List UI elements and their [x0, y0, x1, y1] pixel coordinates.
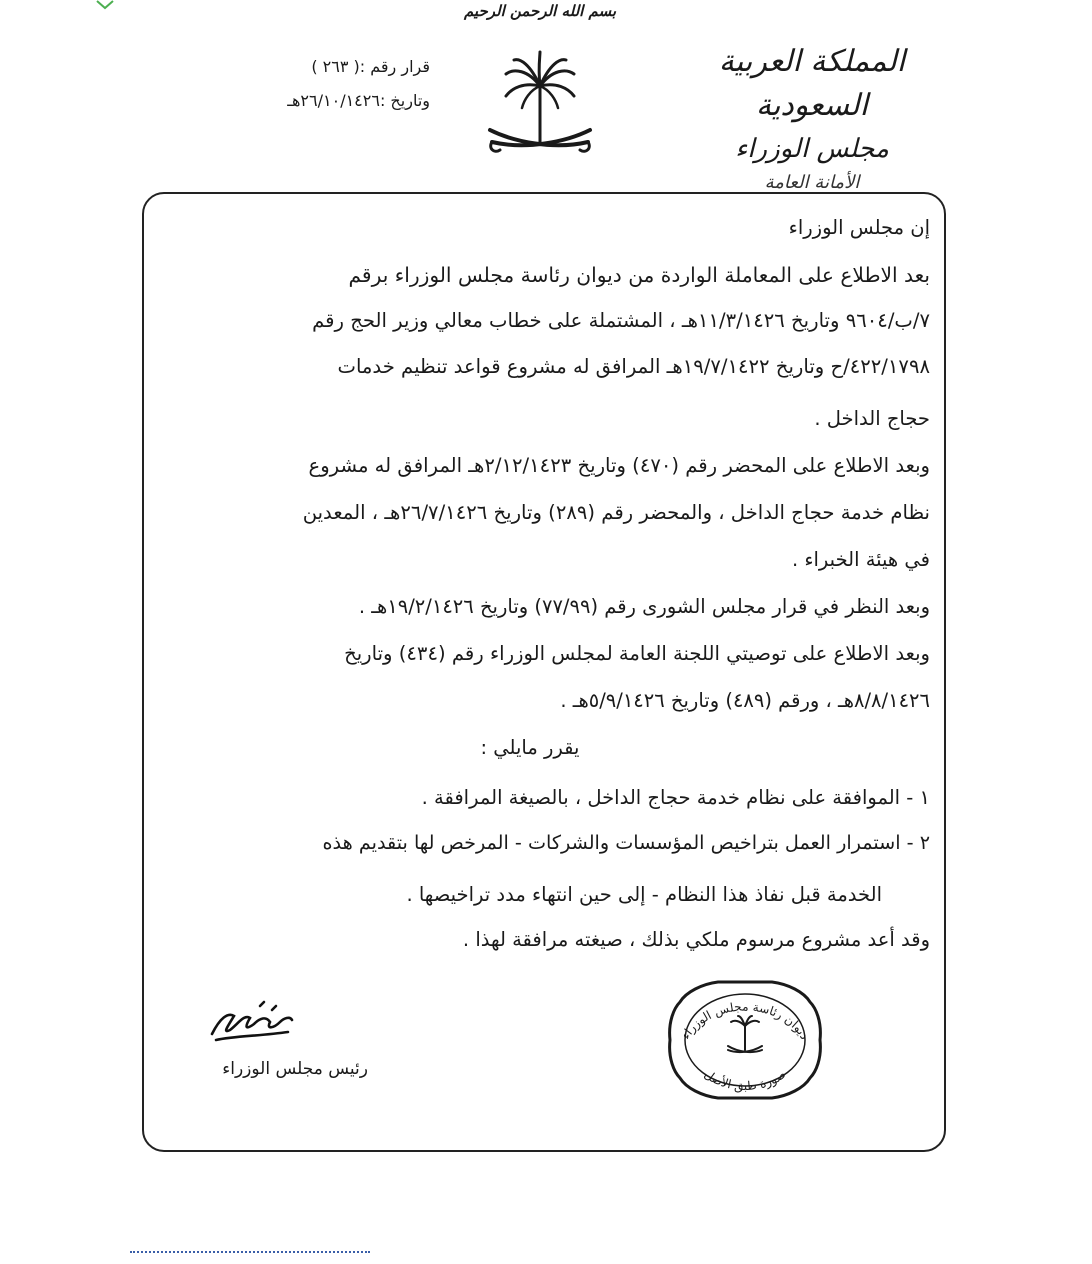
- resolution-item-2-continued: الخدمة قبل نفاذ هذا النظام - إلى حين انتهاء مدد تراخيصها .: [406, 883, 882, 906]
- seal-emblem-icon: [728, 1016, 762, 1052]
- letterhead-kingdom: [662, 40, 962, 198]
- footer-divider: [130, 1251, 370, 1257]
- resolution-item-2: ٢ - استمرار العمل بتراخيص المؤسسات والشركات - المرخص لها بتقديم هذه: [322, 831, 930, 854]
- decision-number: قرار رقم :( ٢٦٣ ): [311, 57, 430, 76]
- svg-text:صورة طبق الأصل: [702, 1067, 789, 1094]
- palm-swords-emblem-icon: [484, 50, 596, 162]
- body-line: ٤٢٢/١٧٩٨/ح وتاريخ ١٩/٧/١٤٢٢هـ المرافق له مشروع قواعد تنظيم خدمات: [337, 355, 930, 378]
- body-line: ٧/ب/٩٦٠٤ وتاريخ ١١/٣/١٤٢٦هـ ، المشتملة على خطاب معالي وزير الحج رقم: [312, 309, 930, 332]
- body-line: بعد الاطلاع على المعاملة الواردة من ديوان رئاسة مجلس الوزراء برقم: [348, 263, 930, 287]
- basmala: بسم الله الرحمن الرحيم: [463, 2, 617, 20]
- body-line: وبعد الاطلاع على المحضر رقم (٤٧٠) وتاريخ ٢/١٢/١٤٢٣هـ المرافق له مشروع: [308, 454, 930, 477]
- handwritten-signature: [200, 1000, 300, 1050]
- body-line: في هيئة الخبراء .: [791, 548, 930, 571]
- decision-reference: [170, 50, 430, 118]
- resolution-heading: يقرر مايلي :: [480, 736, 580, 759]
- body-line: وبعد النظر في قرار مجلس الشورى رقم (٧٧/٩٩) وتاريخ ١٩/٢/١٤٢٦هـ .: [358, 595, 930, 618]
- council-name: مجلس الوزراء: [735, 134, 889, 164]
- body-line: ٨/٨/١٤٢٦هـ ، ورقم (٤٨٩) وتاريخ ٥/٩/١٤٢٦هـ .: [560, 689, 930, 712]
- decision-date: وتاريخ :٢٦/١٠/١٤٢٦هـ: [287, 91, 430, 110]
- body-line: وبعد الاطلاع على توصيتي اللجنة العامة لمجلس الوزراء رقم (٤٣٤) وتاريخ: [344, 642, 930, 665]
- closing-line: وقد أعد مشروع مرسوم ملكي بذلك ، صيغته مرافقة لهذا .: [462, 928, 930, 951]
- body-line: حجاج الداخل .: [814, 407, 930, 430]
- seal-text-top: ديوان رئاسة مجلس الوزراء: [678, 999, 812, 1042]
- signer-title: رئيس مجلس الوزراء: [222, 1059, 368, 1079]
- body-line: نظام خدمة حجاج الداخل ، والمحضر رقم (٢٨٩) وتاريخ ٢٦/٧/١٤٢٦هـ ، المعدين: [302, 501, 930, 524]
- secretariat-name: الأمانة العامة: [764, 172, 860, 193]
- kingdom-name: المملكة العربية السعودية: [718, 44, 906, 123]
- opening-line: إن مجلس الوزراء: [788, 216, 930, 239]
- corner-mark: [95, 0, 115, 10]
- resolution-item-1: ١ - الموافقة على نظام خدمة حجاج الداخل ، بالصيغة المرافقة .: [421, 786, 930, 809]
- official-seal: [656, 978, 834, 1102]
- seal-text-bottom: صورة طبق الأصل: [701, 1067, 789, 1094]
